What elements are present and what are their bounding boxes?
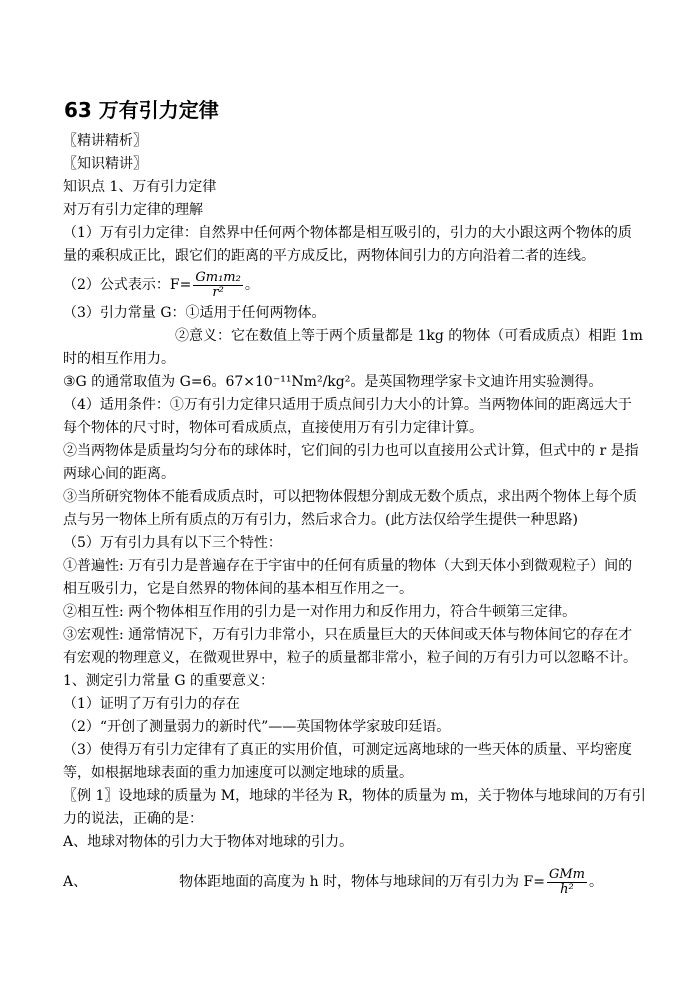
option-a2-denominator: h² — [560, 881, 574, 897]
formula-line — [63, 268, 635, 302]
condition-line-3: ②当两物体是质量均匀分布的球体时，它们间的引力也可以直接用公式计算，但式中的 r 是指 — [63, 443, 639, 459]
formula-end: 。 — [244, 276, 259, 293]
property-line-5: 有宏观的物理意义，在微观世界中，粒子的质量都非常小，粒子间的万有引力可以忽略不计。 — [63, 650, 637, 666]
section-jingjiang: 〖精讲精析〗 — [63, 133, 147, 149]
condition-line-6: 点与另一物体上所有质点的万有引力，然后求合力。(此方法仅给学生提供一种思路) — [63, 512, 578, 528]
option-a2-end: 。 — [588, 873, 603, 890]
condition-line-2: 每个物体的尺寸时，物体可看成质点，直接使用万有引力定律计算。 — [63, 420, 483, 436]
significance-line-3: （3）使得万有引力定律有了真正的实用价值，可测定远离地球的一些天体的质量、平均密度 — [63, 742, 632, 758]
condition-line-4: 两球心间的距离。 — [63, 466, 175, 482]
property-line-2: 相互吸引力，它是自然界的物体间的基本相互作用之一。 — [63, 581, 413, 597]
significance-line-1: （1）证明了万有引力的存在 — [63, 696, 240, 712]
significance-heading: 1、测定引力常量 G 的重要意义： — [63, 673, 274, 689]
formula-denominator: r² — [212, 284, 224, 300]
example-line-1: 〖例 1〗设地球的质量为 M，地球的半径为 R，物体的质量为 m，关于物体与地球间的万有引 — [63, 788, 646, 804]
property-line-1: ①普遍性: 万有引力是普遍存在于宇宙中的任何有质量的物体（大到天体小到微观粒子）间的 — [63, 558, 633, 574]
formula-label: （2）公式表示：F= — [63, 276, 192, 293]
option-a2-numerator: GMm — [548, 866, 585, 882]
page-title: 63 万有引力定律 — [64, 98, 219, 122]
condition-line-1: （4）适用条件：①万有引力定律只适用于质点间引力大小的计算。当两物体间的距离远大于 — [63, 397, 632, 413]
property-line-3: ②相互性: 两个物体相互作用的引力是一对作用力和反作用力，符合牛顿第三定律。 — [63, 604, 577, 620]
condition-line-5: ③当所研究物体不能看成质点时，可以把物体假想分割成无数个质点，求出两个物体上每个质 — [63, 489, 637, 505]
gravity-const-line-4: ③G 的通常取值为 G=6。67×10⁻¹¹Nm²/kg²。是英国物理学家卡文迪许用实验测得。 — [63, 374, 603, 390]
document-body — [63, 130, 646, 902]
property-heading: （5）万有引力具有以下三个特性： — [63, 535, 282, 551]
option-a2-fraction — [547, 868, 587, 897]
property-line-4: ③宏观性: 通常情况下，万有引力非常小，只在质量巨大的天体间或天体与物体间它的存在才 — [63, 627, 633, 643]
gravity-const-line-1: （3）引力常量 G：①适用于任何两物体。 — [63, 305, 326, 321]
gravity-const-line-3: 时的相互作用力。 — [63, 351, 175, 367]
law-line-2: 量的乘积成正比，跟它们的距离的平方成反比，两物体间引力的方向沿着二者的连线。 — [63, 248, 595, 264]
option-a2-label: A、 — [63, 873, 88, 890]
formula-numerator: Gm₁m₂ — [195, 269, 241, 285]
gravity-const-line-2: ②意义：它在数值上等于两个质量都是 1kg 的物体（可看成质点）相距 1m — [175, 328, 643, 344]
significance-line-2: （2）“开创了测量弱力的新时代”——英国物体学家玻印廷语。 — [63, 719, 451, 735]
significance-line-4: 等，如根据地球表面的重力加速度可以测定地球的质量。 — [63, 765, 413, 781]
knowledge-point-1: 知识点 1、万有引力定律 — [63, 179, 217, 195]
example-line-2: 力的说法，正确的是： — [63, 811, 203, 827]
example-option-a2 — [63, 862, 635, 902]
formula-fraction — [193, 271, 242, 300]
example-option-a: A、地球对物体的引力大于物体对地球的引力。 — [63, 834, 354, 850]
option-a2-text: 物体距地面的高度为 h 时，物体与地球间的万有引力为 F= — [179, 873, 545, 890]
section-zhishi: 〖知识精讲〗 — [63, 156, 147, 172]
law-line-1: （1）万有引力定律：自然界中任何两个物体都是相互吸引的，引力的大小跟这两个物体的质 — [63, 225, 632, 241]
understanding-heading: 对万有引力定律的理解 — [63, 202, 203, 218]
